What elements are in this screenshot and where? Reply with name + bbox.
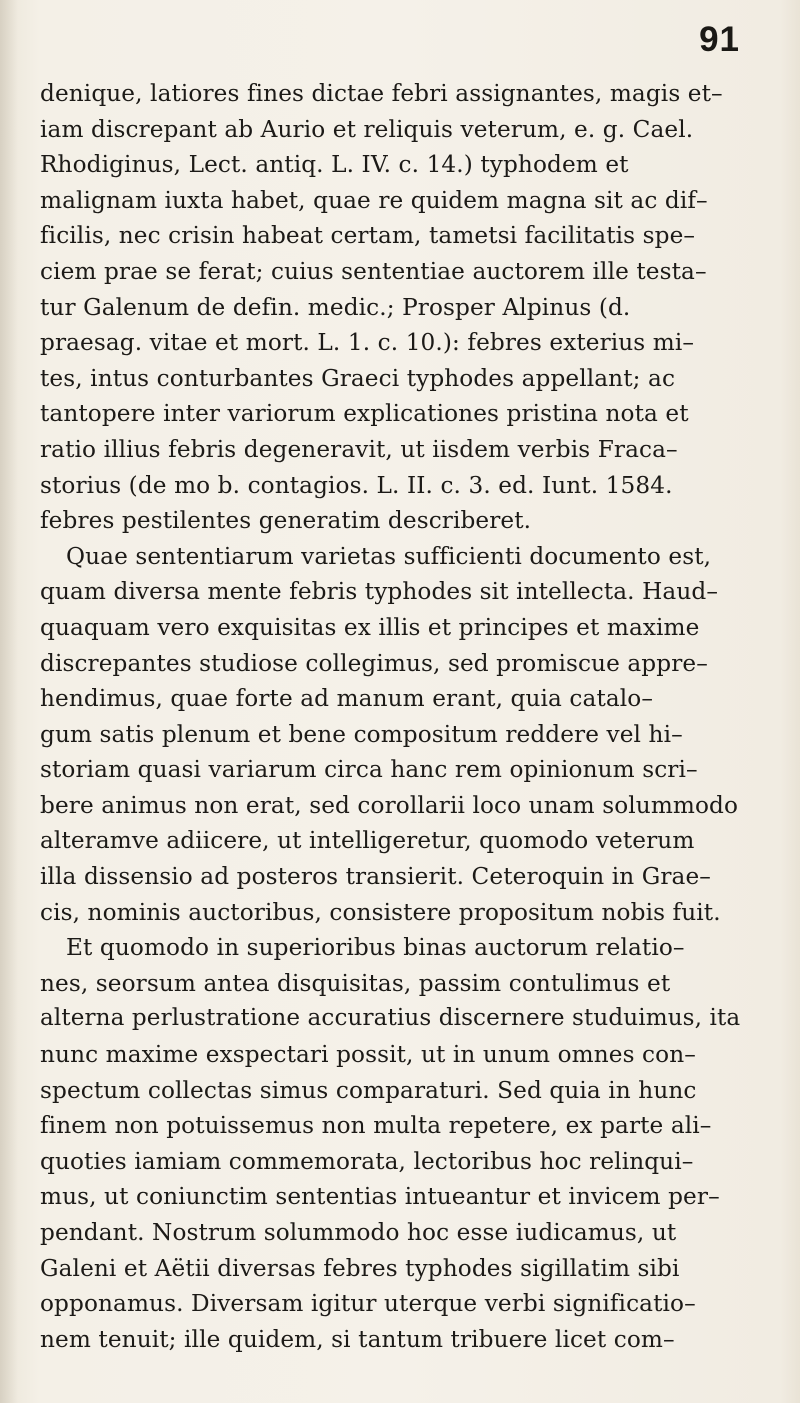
text-line: finem non potuissemus non multa repetere, ex parte ali– — [40, 1112, 712, 1140]
text-line: Galeni et Aëtii diversas febres typhodes sigillatim sibi — [40, 1254, 680, 1282]
text-line: spectum collectas simus comparaturi. Sed quia in hunc — [40, 1076, 697, 1104]
page-number: 91 — [699, 20, 740, 59]
text-line: iam discrepant ab Aurio et reliquis veterum, e. g. Cael. — [40, 115, 694, 143]
text-line: ratio illius febris degeneravit, ut iisdem verbis Fraca– — [40, 435, 678, 463]
text-line: febres pestilentes generatim describeret. — [40, 507, 532, 535]
body-text — [40, 76, 740, 1357]
text-line: discrepantes studiose collegimus, sed promiscue appre– — [40, 649, 708, 677]
text-line: denique, latiores fines dictae febri assignantes, magis et– — [40, 80, 723, 107]
text-line: praesag. vitae et mort. L. 1. c. 10.): febres exterius mi– — [40, 329, 695, 357]
text-line: tantopere inter variorum explicationes pristina nota et — [40, 400, 689, 428]
text-line: bere animus non erat, sed corollarii loco unam solummodo — [40, 791, 739, 819]
text-line: storiam quasi variarum circa hanc rem opinionum scri– — [40, 756, 698, 784]
text-line: alteramve adiicere, ut intelligeretur, quomodo veterum — [40, 827, 695, 855]
text-line: nes, seorsum antea disquisitas, passim contulimus et — [40, 969, 671, 997]
page-edge-shadow — [0, 0, 18, 1403]
text-line: gum satis plenum et bene compositum reddere vel hi– — [40, 720, 683, 748]
text-line: quoties iamiam commemorata, lectoribus hoc relinqui– — [40, 1147, 694, 1175]
text-line: Et quomodo in superioribus binas auctorum relatio– — [66, 934, 685, 962]
text-line: nunc maxime exspectari possit, ut in unum omnes con– — [40, 1041, 696, 1069]
text-line: cis, nominis auctoribus, consistere propositum nobis fuit. — [40, 898, 721, 926]
text-line: nem tenuit; ille quidem, si tantum tribuere licet com– — [40, 1325, 675, 1353]
text-line: quam diversa mente febris typhodes sit intellecta. Haud– — [40, 578, 719, 606]
text-line: hendimus, quae forte ad manum erant, quia catalo– — [40, 685, 654, 713]
text-line: storius (de mo b. contagios. L. II. c. 3. ed. Iunt. 1584. — [40, 471, 673, 499]
text-line: tur Galenum de defin. medic.; Prosper Alpinus (d. — [40, 293, 631, 321]
text-line: ficilis, nec crisin habeat certam, tametsi facilitatis spe– — [40, 222, 696, 250]
text-line: quaquam vero exquisitas ex illis et principes et maxime — [40, 613, 700, 641]
text-line: pendant. Nostrum solummodo hoc esse iudicamus, ut — [40, 1219, 677, 1246]
text-line: ciem prae se ferat; cuius sententiae auctorem ille testa– — [40, 257, 707, 285]
text-line: Rhodiginus, Lect. antiq. L. IV. c. 14.) typhodem et — [40, 151, 629, 179]
text-line: opponamus. Diversam igitur uterque verbi significatio– — [40, 1290, 696, 1318]
text-line: alterna perlustratione accuratius discernere studuimus, ita — [40, 1005, 741, 1032]
text-line: illa dissensio ad posteros transierit. Ceteroquin in Grae– — [40, 863, 711, 891]
text-line: malignam iuxta habet, quae re quidem magna sit ac dif– — [40, 186, 708, 214]
text-line: tes, intus conturbantes Graeci typhodes appellant; ac — [40, 364, 676, 392]
text-line: mus, ut coniunctim sententias intueantur et invicem per– — [40, 1183, 720, 1211]
text-line: Quae sententiarum varietas sufficienti documento est, — [66, 542, 712, 570]
